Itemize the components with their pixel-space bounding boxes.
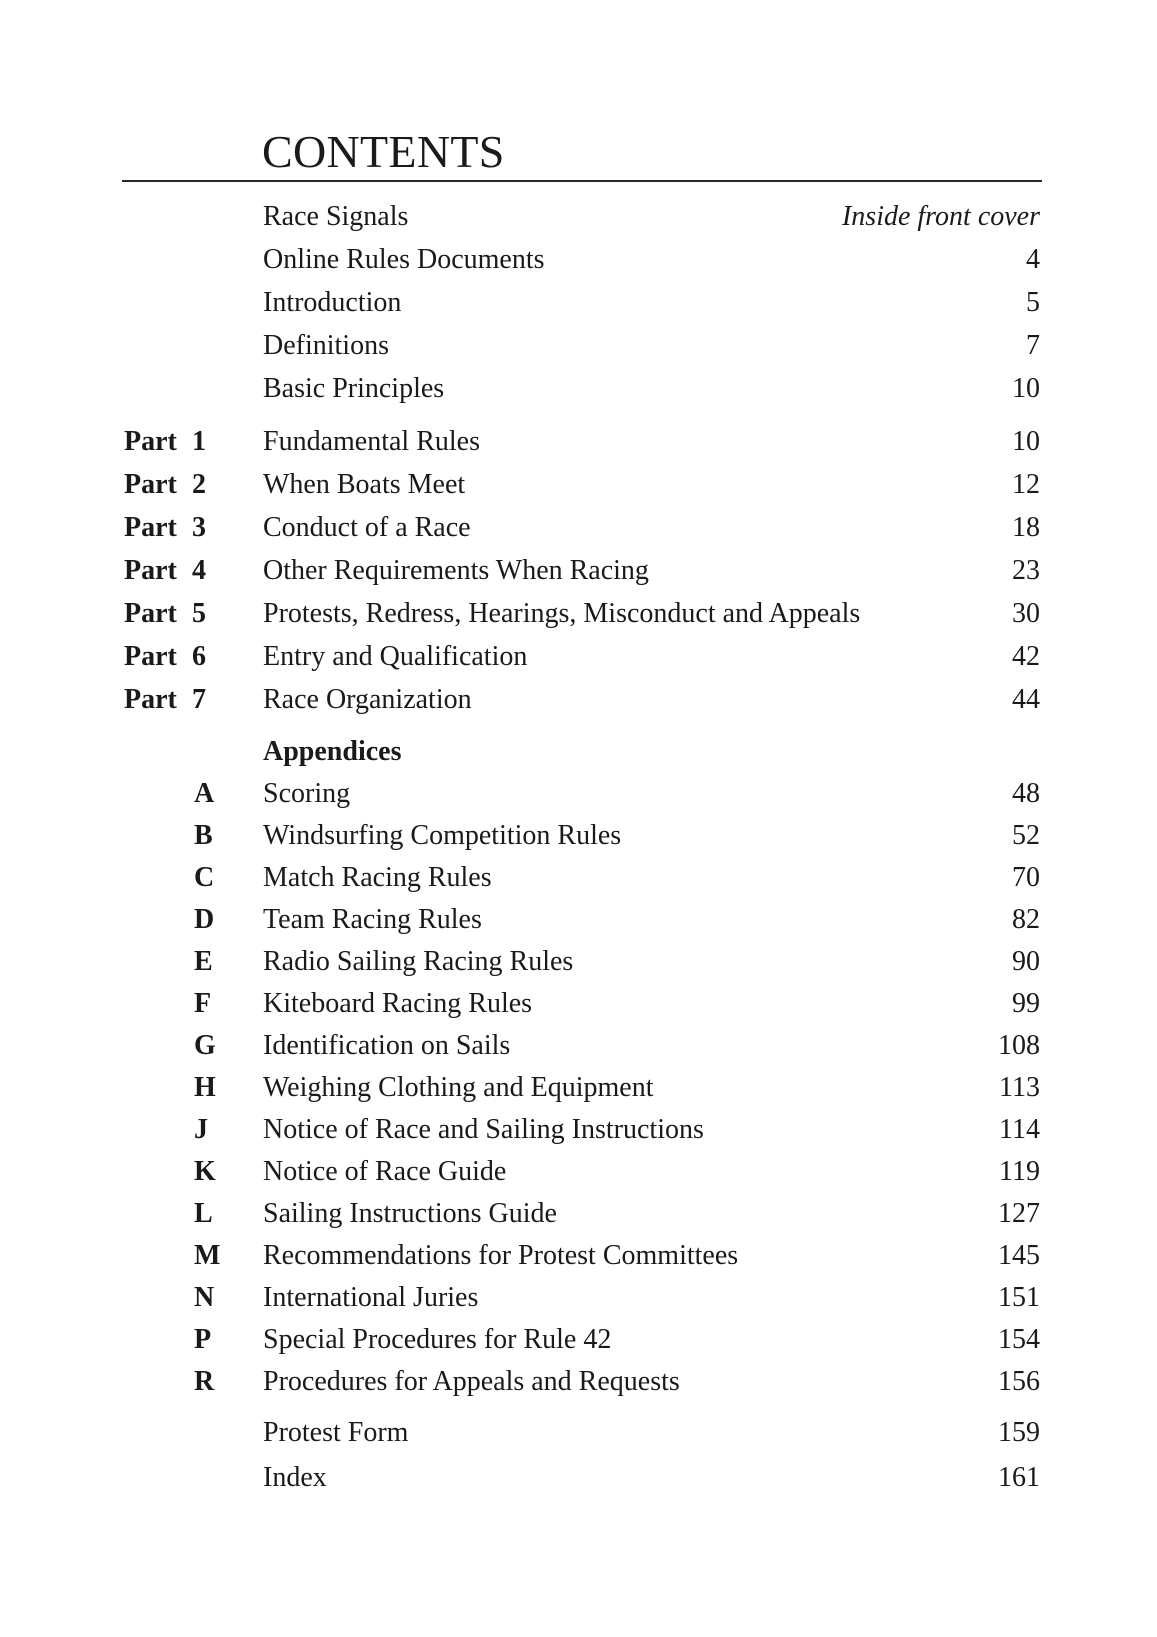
toc-entry-page: 113 — [999, 1072, 1040, 1103]
toc-entry-page: 42 — [1012, 641, 1040, 672]
toc-row-appendix-g — [0, 1026, 1157, 1066]
toc-entry-title: Radio Sailing Racing Rules — [263, 946, 574, 977]
toc-entry-page: 108 — [998, 1030, 1040, 1061]
toc-row-part-7 — [0, 680, 1157, 720]
toc-entry-page: 30 — [1012, 598, 1040, 629]
toc-row-appendix-c — [0, 858, 1157, 898]
toc-row-appendix-k — [0, 1152, 1157, 1192]
page-title: CONTENTS — [262, 126, 505, 177]
toc-entry-title: Special Procedures for Rule 42 — [263, 1324, 612, 1355]
toc-entry-page: 70 — [1012, 862, 1040, 893]
part-label: Part 2 — [124, 469, 206, 500]
toc-row-basic-principles — [0, 369, 1157, 409]
appendix-letter: P — [194, 1324, 212, 1355]
toc-entry-page: 154 — [998, 1324, 1040, 1355]
part-label: Part 5 — [124, 598, 206, 629]
toc-entry-page: 48 — [1012, 778, 1040, 809]
toc-entry-title: Other Requirements When Racing — [263, 555, 649, 586]
appendix-letter: F — [194, 988, 212, 1019]
appendix-letter: A — [194, 778, 215, 809]
toc-entry-page: 7 — [1026, 330, 1040, 361]
appendix-letter: D — [194, 904, 215, 935]
toc-row-appendix-n — [0, 1278, 1157, 1318]
toc-entry-title: Notice of Race Guide — [263, 1156, 507, 1187]
part-label: Part 1 — [124, 426, 206, 457]
toc-row-appendix-f — [0, 984, 1157, 1024]
toc-row-appendix-d — [0, 900, 1157, 940]
toc-row-definitions — [0, 326, 1157, 366]
toc-entry-title: Weighing Clothing and Equipment — [263, 1072, 654, 1103]
part-label: Part 3 — [124, 512, 206, 543]
toc-row-appendix-p — [0, 1320, 1157, 1360]
toc-entry-page: 145 — [998, 1240, 1040, 1271]
appendix-letter: R — [194, 1366, 215, 1397]
toc-row-appendix-e — [0, 942, 1157, 982]
toc-entry-page: 52 — [1012, 820, 1040, 851]
part-label: Part 6 — [124, 641, 206, 672]
toc-entry-title: Kiteboard Racing Rules — [263, 988, 533, 1019]
toc-row-appendix-r — [0, 1362, 1157, 1402]
toc-entry-page: 23 — [1012, 555, 1040, 586]
toc-entry-title: Sailing Instructions Guide — [263, 1198, 557, 1229]
toc-row-part-1 — [0, 422, 1157, 462]
toc-entry-page: 4 — [1026, 244, 1040, 275]
toc-entry-page: 44 — [1012, 684, 1040, 715]
toc-entry-title: Introduction — [263, 287, 402, 318]
toc-entry-title: Team Racing Rules — [263, 904, 482, 935]
toc-entry-page: 159 — [998, 1417, 1040, 1448]
toc-entry-page: 10 — [1012, 426, 1040, 457]
toc-entry-title: Definitions — [263, 330, 389, 361]
toc-row-race-signals — [0, 197, 1157, 237]
toc-entry-title: Race Organization — [263, 684, 472, 715]
appendix-letter: N — [194, 1282, 215, 1313]
toc-row-appendix-j — [0, 1110, 1157, 1150]
toc-entry-page: Inside front cover — [841, 201, 1040, 232]
appendix-letter: J — [194, 1114, 208, 1145]
toc-entry-page: 10 — [1012, 373, 1040, 404]
toc-entry-title: Identification on Sails — [263, 1030, 511, 1061]
toc-entry-page: 151 — [998, 1282, 1040, 1313]
toc-row-appendix-m — [0, 1236, 1157, 1276]
toc-entry-title: Recommendations for Protest Committees — [263, 1240, 739, 1271]
title-divider — [122, 180, 1042, 182]
toc-entry-title: Protest Form — [263, 1417, 409, 1448]
toc-row-index — [0, 1458, 1157, 1498]
toc-entry-page: 114 — [999, 1114, 1040, 1145]
toc-entry-page: 5 — [1026, 287, 1040, 318]
toc-entry-title: Procedures for Appeals and Requests — [263, 1366, 680, 1397]
toc-row-part-5 — [0, 594, 1157, 634]
toc-entry-title: Index — [263, 1462, 327, 1493]
toc-entry-title: Online Rules Documents — [263, 244, 545, 275]
toc-row-part-2 — [0, 465, 1157, 505]
toc-entry-title: Protests, Redress, Hearings, Misconduct and Appeals — [263, 598, 861, 629]
appendix-letter: M — [194, 1240, 221, 1271]
toc-entry-title: Race Signals — [263, 201, 409, 232]
part-label: Part 4 — [124, 555, 206, 586]
part-label: Part 7 — [124, 684, 206, 715]
toc-row-online-rules-documents — [0, 240, 1157, 280]
toc-entry-title: Entry and Qualification — [263, 641, 528, 672]
appendices-heading-row — [0, 732, 1157, 772]
toc-entry-title: Fundamental Rules — [263, 426, 480, 457]
toc-row-introduction — [0, 283, 1157, 323]
toc-row-part-3 — [0, 508, 1157, 548]
toc-row-appendix-a — [0, 774, 1157, 814]
toc-entry-title: Notice of Race and Sailing Instructions — [263, 1114, 704, 1145]
toc-entry-title: When Boats Meet — [263, 469, 466, 500]
appendix-letter: H — [194, 1072, 216, 1103]
toc-row-protest-form — [0, 1413, 1157, 1453]
toc-entry-title: Windsurfing Competition Rules — [263, 820, 622, 851]
toc-entry-page: 99 — [1012, 988, 1040, 1019]
toc-row-part-6 — [0, 637, 1157, 677]
toc-entry-page: 127 — [998, 1198, 1040, 1229]
toc-entry-page: 90 — [1012, 946, 1040, 977]
toc-entry-title: Match Racing Rules — [263, 862, 492, 893]
toc-entry-page: 12 — [1012, 469, 1040, 500]
toc-row-appendix-h — [0, 1068, 1157, 1108]
toc-entry-title: Scoring — [263, 778, 351, 809]
toc-row-part-4 — [0, 551, 1157, 591]
appendix-letter: G — [194, 1030, 216, 1061]
toc-entry-page: 119 — [999, 1156, 1040, 1187]
appendices-heading: Appendices — [263, 736, 402, 767]
appendix-letter: E — [194, 946, 213, 977]
toc-row-appendix-b — [0, 816, 1157, 856]
toc-entry-page: 161 — [998, 1462, 1040, 1493]
appendix-letter: B — [194, 820, 213, 851]
toc-entry-page: 18 — [1012, 512, 1040, 543]
toc-entry-page: 82 — [1012, 904, 1040, 935]
toc-entry-page: 156 — [998, 1366, 1040, 1397]
appendix-letter: L — [194, 1198, 213, 1229]
toc-entry-title: Conduct of a Race — [263, 512, 471, 543]
toc-row-appendix-l — [0, 1194, 1157, 1234]
appendix-letter: C — [194, 862, 215, 893]
appendix-letter: K — [194, 1156, 216, 1187]
toc-entry-title: International Juries — [263, 1282, 479, 1313]
toc-entry-title: Basic Principles — [263, 373, 445, 404]
